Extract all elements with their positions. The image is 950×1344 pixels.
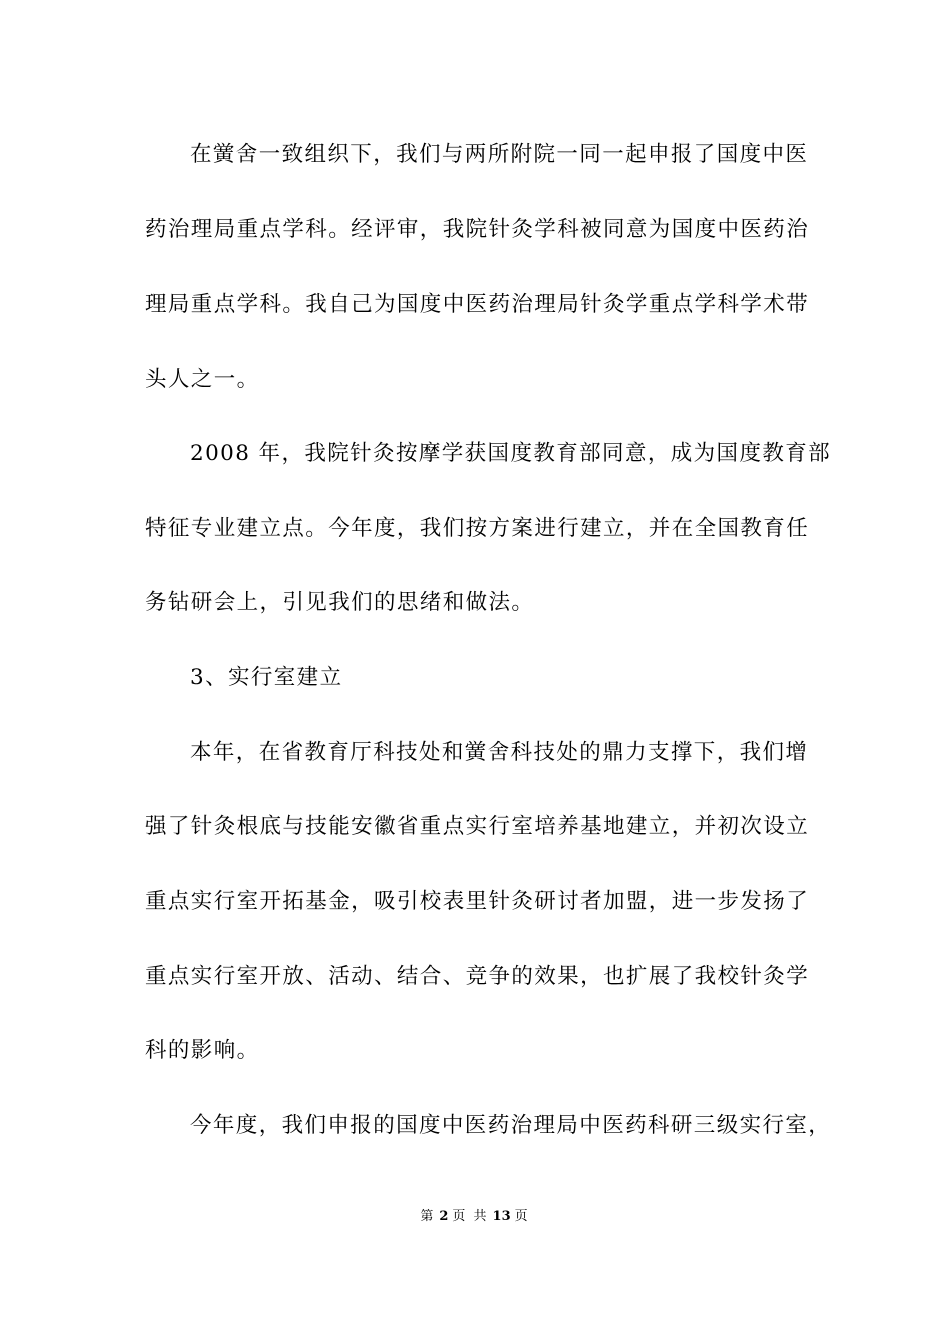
paragraph-1-line-4: 头人之一。 <box>145 367 260 392</box>
section-heading: 3、实行室建立 <box>190 665 343 690</box>
paragraph-3-line-1: 本年，在省教育厅科技处和黉舍科技处的鼎力支撑下，我们增 <box>190 740 809 765</box>
paragraph-1-line-3: 理局重点学科。我自己为国度中医药治理局针灸学重点学科学术带 <box>145 292 810 317</box>
paragraph-3-line-2: 强了针灸根底与技能安徽省重点实行室培养基地建立，并初次设立 <box>145 814 810 839</box>
paragraph-1-line-1: 在黉舍一致组织下，我们与两所附院一同一起申报了国度中医 <box>190 142 809 167</box>
footer-prefix: 第 <box>420 1209 436 1224</box>
paragraph-2-line-2: 特征专业建立点。今年度，我们按方案进行建立，并在全国教育任 <box>145 516 810 541</box>
current-page-number: 2 <box>439 1209 449 1224</box>
paragraph-3-line-4: 重点实行室开放、活动、结合、竞争的效果，也扩展了我校针灸学 <box>145 964 810 989</box>
paragraph-1-line-2: 药治理局重点学科。经评审，我院针灸学科被同意为国度中医药治 <box>145 217 810 242</box>
paragraph-2-line-1: 2008 年，我院针灸按摩学获国度教育部同意，成为国度教育部 <box>190 441 832 466</box>
paragraph-3-line-5: 科的影响。 <box>145 1038 260 1063</box>
paragraph-2-line-3: 务钻研会上，引见我们的思绪和做法。 <box>145 590 535 615</box>
page-footer <box>0 1208 950 1226</box>
footer-middle: 页 共 <box>452 1209 489 1224</box>
footer-suffix: 页 <box>514 1209 530 1224</box>
total-pages-number: 13 <box>492 1209 511 1224</box>
paragraph-4-line-1: 今年度，我们申报的国度中医药治理局中医药科研三级实行室， <box>190 1113 832 1138</box>
paragraph-3-line-3: 重点实行室开拓基金，吸引校表里针灸研讨者加盟，进一步发扬了 <box>145 889 810 914</box>
